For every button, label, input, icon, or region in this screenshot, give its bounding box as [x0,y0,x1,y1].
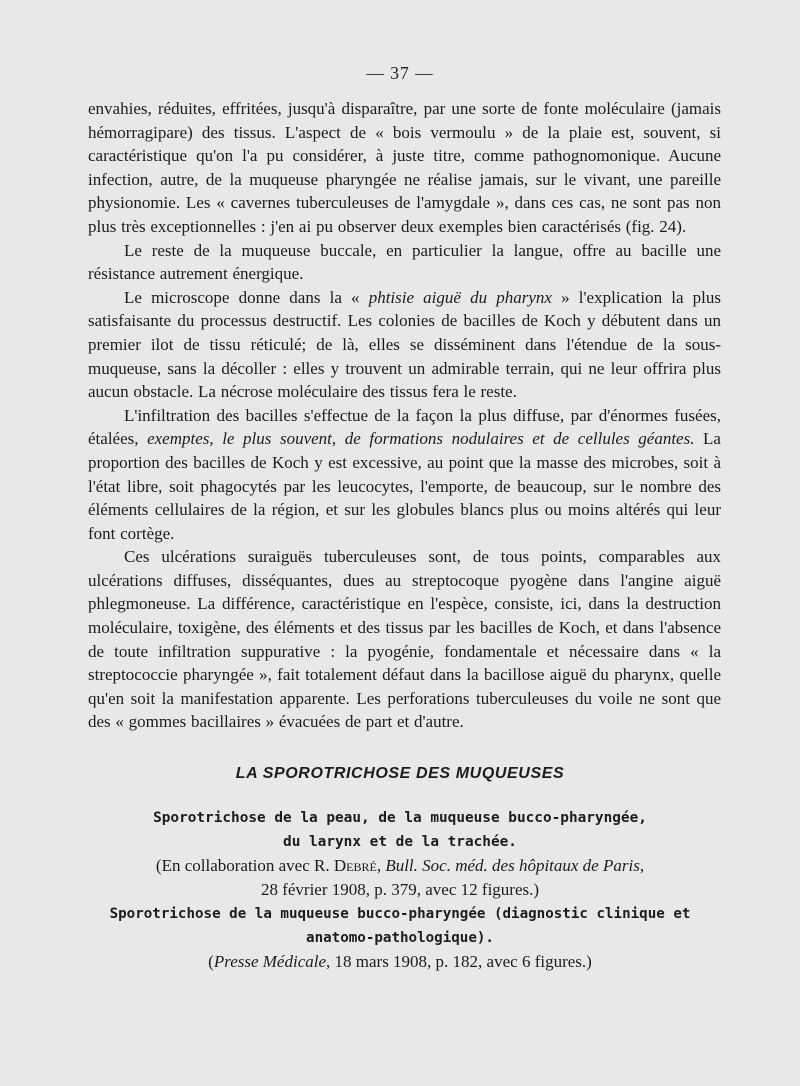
paragraph: Le reste de la muqueuse buccale, en particulier la langue, offre au bacille une résistance autrement énergique. [88,240,721,284]
paragraph: Le microscope donne dans la « phtisie aiguë du pharynx » l'explication la plus satisfaisante du processus destructif. Les colonies de bacilles de Koch y débutent dans un premier ilot de tissu réticulé; de là, elles se disséminent dans l'étendue de la sous-muqueuse, sans la décoller : elles y trouvent un admirable terrain, qui ne leur offrira plus aucun obstacle. La nécrose moléculaire des tissus fera le reste. [88,287,721,402]
paragraph: Ces ulcérations suraiguës tuberculeuses sont, de tous points, comparables aux ulcérations diffuses, disséquantes, dues au streptocoque pyogène dans l'angine aiguë phlegmoneuse. La différence, caractéristique en l'espèce, consiste, ici, dans la destruction moléculaire, toxigène, des éléments et des tissus par les bacilles de Koch, et dans l'absence de toute infiltration suppurative : la pyogénie, fondamentale et nécessaire dans « la streptococcie pharyngée », fait totalement défaut dans la bacillose aiguë du pharynx, quelle qu'en soit la manifestation apparente. Les perforations tuberculeuses du voile ne sont que des « gommes bacillaires » évacuées de part et d'autre. [88,547,721,732]
reference-entry [80,806,720,902]
paragraph: L'infiltration des bacilles s'effectue de la façon la plus diffuse, par d'énormes fusées, étalées, exemptes, le plus souvent, de formations nodulaires et de cellules géantes. La proportion des bacilles de Koch y est excessive, au point que la masse des microbes, soit à l'état libre, soit phagocytés par les leucocytes, l'emporte, de beaucoup, sur le nombre des éléments cellulaires de la région, et sur les globules blancs plus ou moins altérés qui leur font cortège. [88,405,721,543]
reference-title-line: du larynx et de la trachée. [283,834,517,850]
reference-title-line: Sporotrichose de la peau, de la muqueuse bucco-pharyngée, [153,810,647,826]
reference-entry [80,902,720,974]
paragraph: envahies, réduites, effritées, jusqu'à disparaître, par une sorte de fonte moléculaire (jamais hémorragipare) des tissus. L'aspect de « bois vermoulu » de la plaie est, souvent, si caractéristique qu'on l'a pu considérer, à juste titre, comme pathognomonique. Aucune infection, autre, de la muqueuse pharyngée ne réalise jamais, sur le vivant, une pareille physionomie. Les « cavernes tuberculeuses de l'amygdale », dans ces cas, ne sont pas non plus très exceptionnelles : j'en ai pu observer deux exemples bien caractérisés (fig. 24). [88,99,721,236]
body-text [88,97,721,734]
reference-citation: (En collaboration avec R. Debré, Bull. Soc. méd. des hôpitaux de Paris, [155,856,645,875]
reference-title-line: anatomo-pathologique). [306,930,494,946]
page-number: — 37 — [366,63,434,83]
section-heading: LA SPOROTRICHOSE DES MUQUEUSES [235,765,565,782]
reference-citation: 28 février 1908, p. 379, avec 12 figures.) [260,880,540,899]
reference-citation: (Presse Médicale, 18 mars 1908, p. 182, avec 6 figures.) [208,952,592,971]
reference-title-line: Sporotrichose de la muqueuse bucco-pharyngée (diagnostic clinique et [109,906,691,922]
